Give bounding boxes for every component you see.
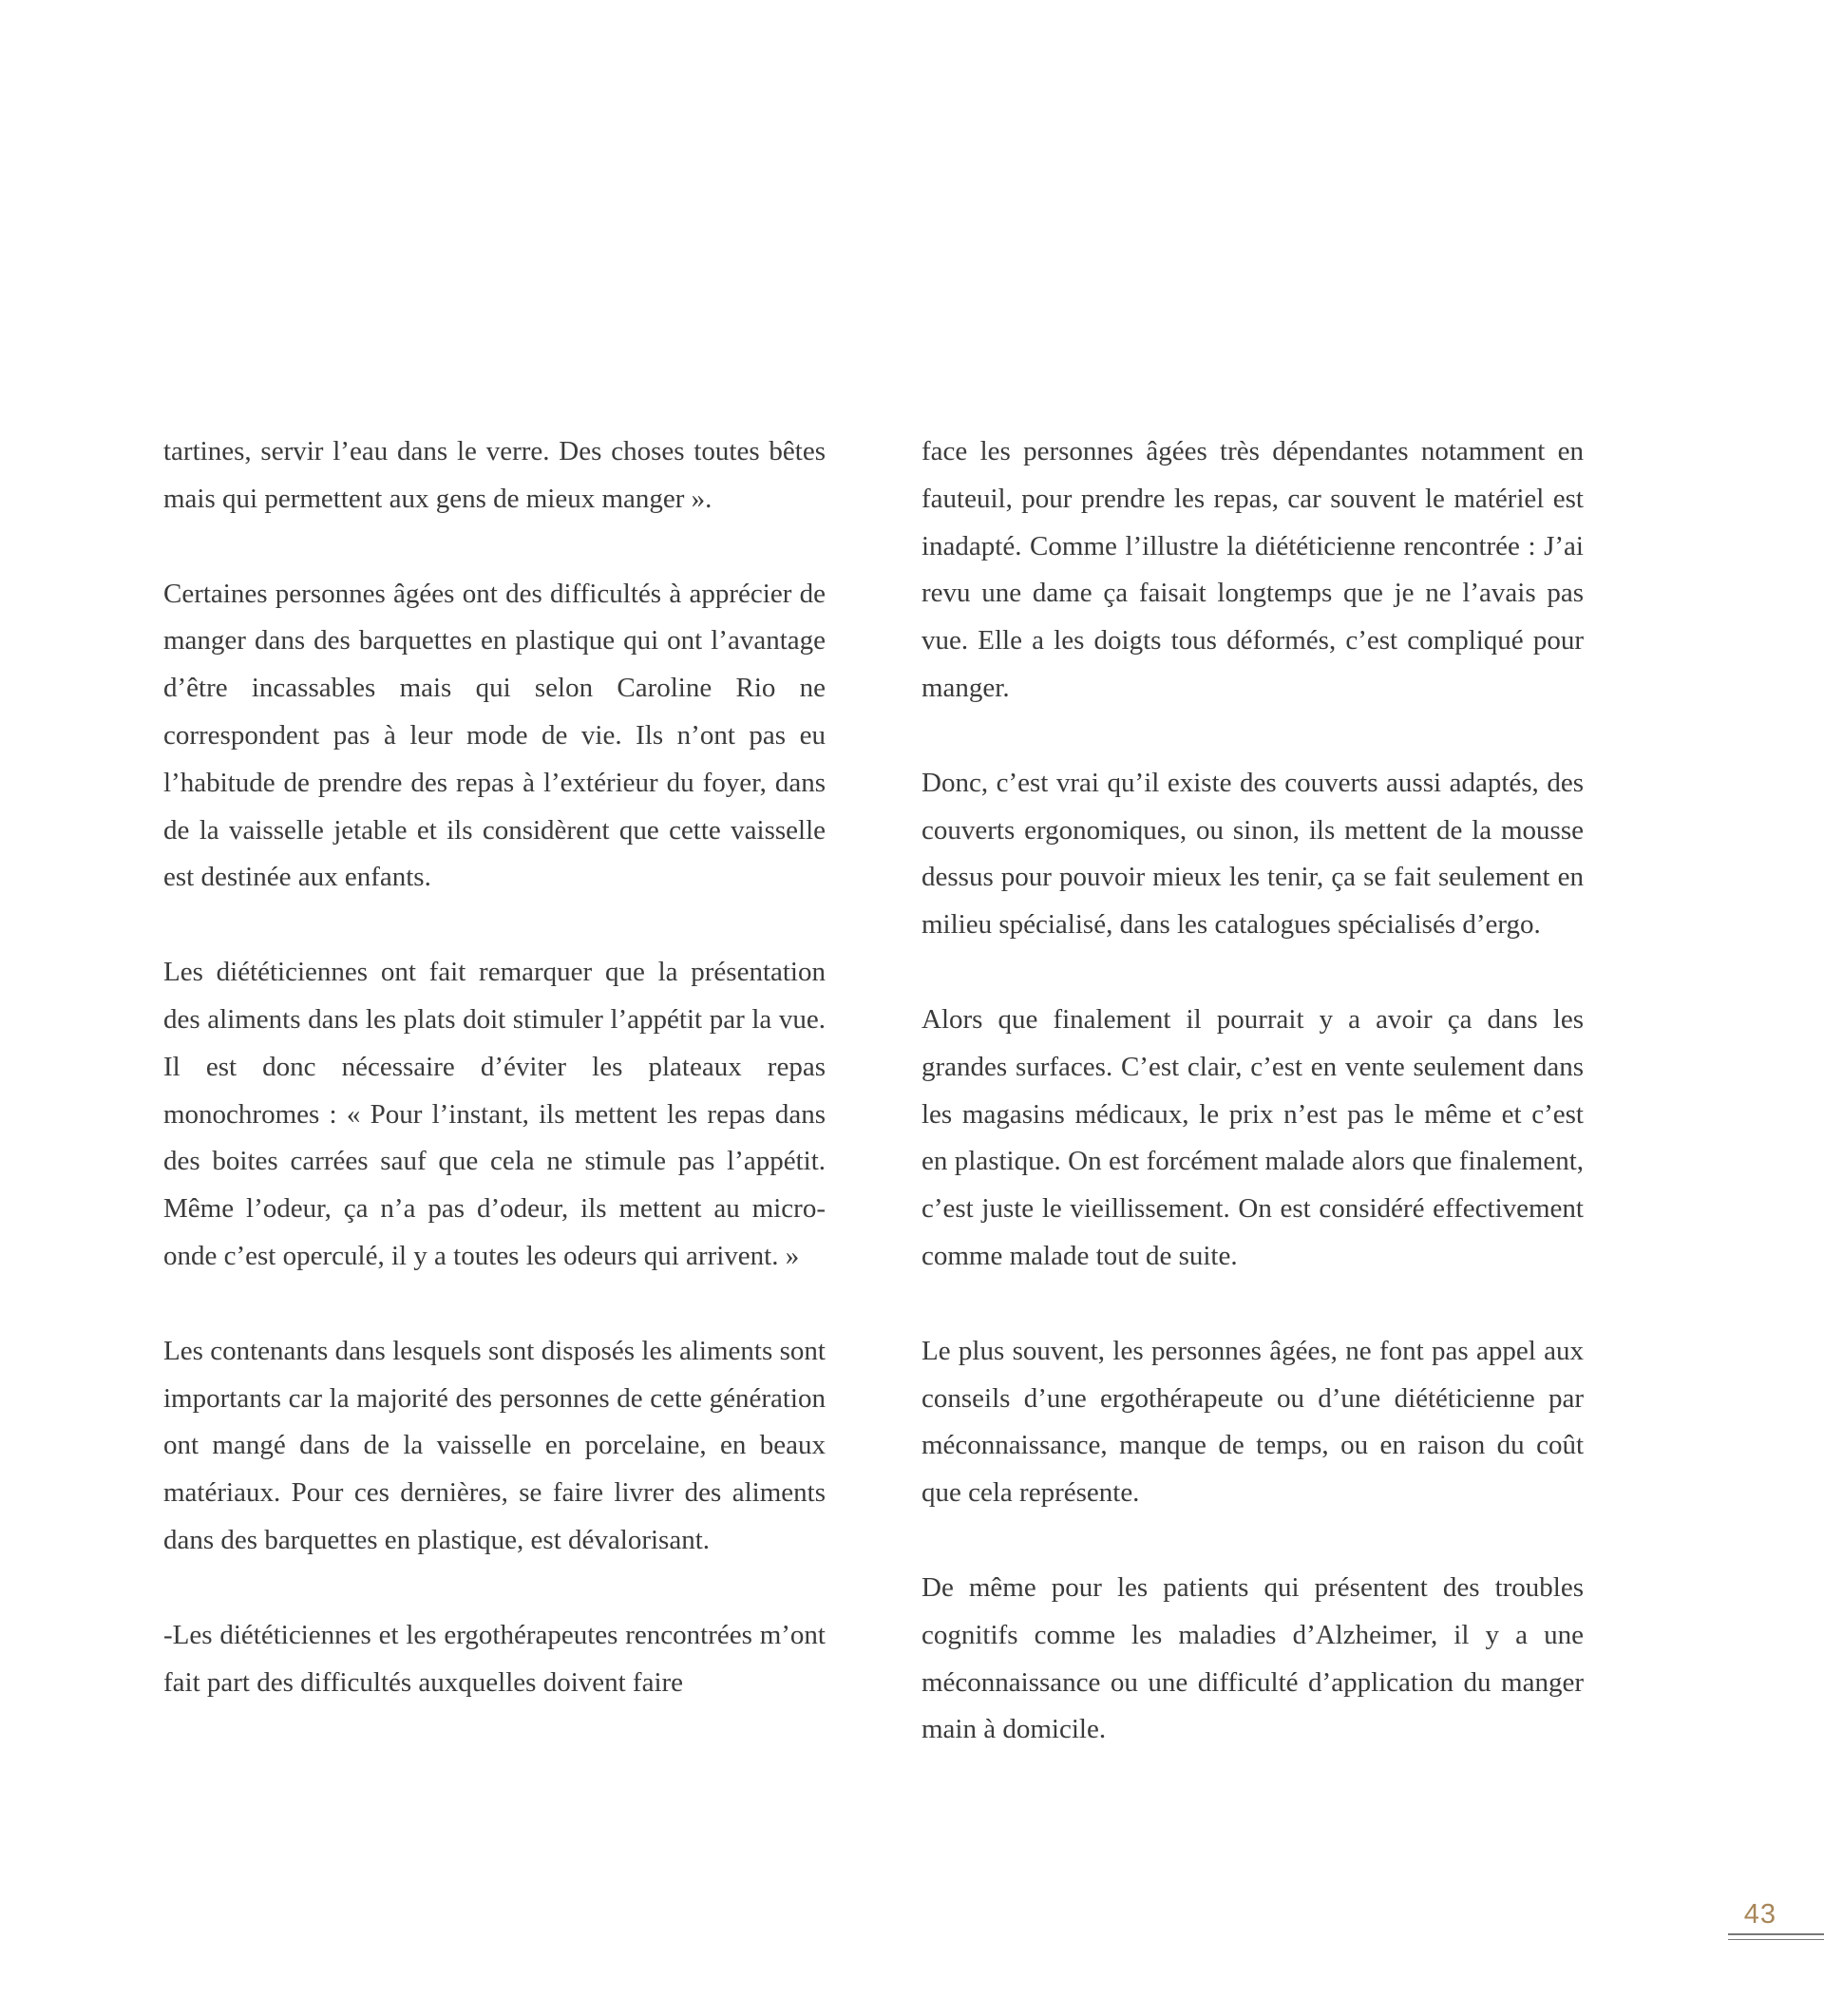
page-number: 43 <box>1743 1899 1776 1930</box>
paragraph: tartines, servir l’eau dans le verre. Des choses toutes bêtes mais qui permettent aux gens de mieux manger ». <box>163 436 826 514</box>
paragraph: Certaines personnes âgées ont des difficultés à apprécier de manger dans des barquettes en plastique qui ont l’avantage d’être incassables mais qui selon Caroline Rio ne correspondent pas à leur mode de vie. Ils n’ont pas eu l’habitude de prendre des repas à l’extérieur du foyer, dans de la vaisselle jetable et ils considèrent que cette vaisselle est destinée aux enfants. <box>163 578 826 893</box>
page-number-rule <box>1728 1933 1824 1935</box>
paragraph: face les personnes âgées très dépendantes notamment en fauteuil, pour prendre les repas, car souvent le matériel est inadapté. Comme l’illustre la diététicienne rencontrée : J’ai revu une dame ça faisait longtemps que je ne l’avais pas vue. Elle a les doigts tous déformés, c’est compliqué pour manger. <box>922 436 1584 703</box>
paragraph: Les diététiciennes ont fait remarquer que la présentation des aliments dans les plats doit stimuler l’appétit par la vue. Il est donc nécessaire d’éviter les plateaux repas monochromes : « Pour l’instant, ils mettent les repas dans des boites carrées sauf que cela ne stimule pas l’appétit. Même l’odeur, ça n’a pas d’odeur, ils mettent au micro-onde c’est operculé, il y a toutes les odeurs qui arrivent. » <box>163 957 826 1271</box>
paragraph: De même pour les patients qui présentent des troubles cognitifs comme les maladies d’Alzheimer, il y a une méconnaissance ou une difficulté d’application du manger main à domicile. <box>922 1571 1584 1745</box>
paragraph: Les contenants dans lesquels sont disposés les aliments sont importants car la majorité des personnes de cette génération ont mangé dans de la vaisselle en porcelaine, en beaux matériaux. Pour ces dernières, se faire livrer des aliments dans des barquettes en plastique, est dévalorisant. <box>163 1335 826 1555</box>
paragraph: Donc, c’est vrai qu’il existe des couverts aussi adaptés, des couverts ergonomiques, ou sinon, ils mettent de la mousse dessus pour pouvoir mieux les tenir, ça se fait seulement en milieu spécialisé, dans les catalogues spécialisés d’ergo. <box>922 767 1584 941</box>
page-number-rule <box>1728 1939 1824 1940</box>
right-text-column <box>922 428 1584 1801</box>
paragraph: -Les diététiciennes et les ergothérapeutes rencontrées m’ont fait part des difficultés auxquelles doivent faire <box>163 1619 826 1698</box>
paragraph: Alors que finalement il pourrait y a avoir ça dans les grandes surfaces. C’est clair, c’est en vente seulement dans les magasins médicaux, le prix n’est pas le même et c’est en plastique. On est forcément malade alors que finalement, c’est juste le vieillissement. On est considéré effectivement comme malade tout de suite. <box>922 1003 1584 1271</box>
left-text-column <box>163 428 826 1754</box>
paragraph: Le plus souvent, les personnes âgées, ne font pas appel aux conseils d’une ergothérapeute ou d’une diététicienne par méconnaissance, manque de temps, ou en raison du coût que cela représente. <box>922 1335 1584 1509</box>
